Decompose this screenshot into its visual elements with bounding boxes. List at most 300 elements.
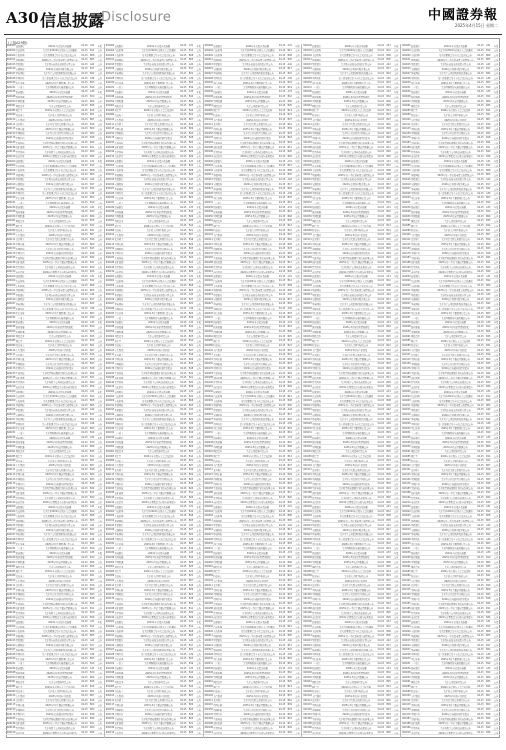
cell-date: 04-15 xyxy=(278,283,286,287)
cell-page: A42 xyxy=(386,408,391,412)
cell-page: B17 xyxy=(287,67,292,71)
cell-title: 关于签订日常经营合同的公告 xyxy=(243,247,272,251)
cell-title: 2025年3月主要财务信息公告 xyxy=(45,657,75,661)
cell-title: 关于召开2024年度股东大会的通知 xyxy=(141,510,176,514)
cell-page: B19 xyxy=(386,85,391,89)
cell-page: B05 xyxy=(287,519,292,523)
cell-code: 600176 xyxy=(303,366,312,370)
cell-code: 600061 xyxy=(7,334,16,338)
cell-type: 公告 xyxy=(394,196,399,200)
cell-code: 600111 xyxy=(204,237,213,241)
cell-page: B17 xyxy=(287,413,292,417)
cell-type: 公告 xyxy=(493,113,499,117)
cell-code: 600015 xyxy=(303,408,312,412)
cell-code: 600188 xyxy=(105,491,115,495)
cell-code: 600183 xyxy=(402,141,411,145)
cell-type: 公告 xyxy=(295,487,300,491)
cell-company: 中国石化 xyxy=(114,307,124,311)
cell-date: 04-15 xyxy=(278,680,286,684)
cell-date: 04-15 xyxy=(377,583,385,587)
cell-title: 第八届监事会第十五次会议决议公告 xyxy=(42,77,78,81)
cell-type: 公告 xyxy=(493,169,499,173)
cell-type: 公告 xyxy=(196,468,201,472)
cell-code: 600027 xyxy=(105,71,115,75)
cell-code: 600196 xyxy=(402,380,411,384)
cell-type: 年报 xyxy=(394,90,399,94)
cell-code: 600019 xyxy=(105,413,115,417)
cell-date: 04-15 xyxy=(180,113,187,117)
cell-title: 2025年3月主要运营数据公告 xyxy=(242,473,272,477)
cell-code: 600176 xyxy=(204,251,213,255)
cell-date: 04-15 xyxy=(180,214,187,218)
cell-page: B03 xyxy=(90,81,95,85)
cell-date: 04-15 xyxy=(81,403,88,407)
cell-title: 2025年3月主要财务信息公告 xyxy=(341,312,371,316)
cell-page: B09 xyxy=(188,472,194,476)
cell-page: B18 xyxy=(188,136,194,140)
cell-code: 600036 xyxy=(204,666,213,670)
cell-type: 公告 xyxy=(493,95,499,99)
cell-page: B22 xyxy=(386,302,391,306)
cell-code: 600104 xyxy=(303,348,312,352)
cell-date: 04-15 xyxy=(477,380,484,384)
cell-date: 04-15 xyxy=(81,325,88,329)
cell-code: 600115 xyxy=(7,242,16,246)
cell-code: 600030 xyxy=(105,311,115,315)
cell-title: 关于股票期权激励计划行权结果公告 xyxy=(141,141,177,145)
cell-type: 公告 xyxy=(97,468,103,472)
cell-page: B12 xyxy=(486,394,491,398)
cell-title: 2024年年度报告及摘要 xyxy=(344,620,368,624)
cell-company: 中国联通 xyxy=(312,100,321,104)
cell-type: 公告 xyxy=(97,464,103,468)
cell-date: 04-15 xyxy=(180,583,187,587)
cell-date: 04-15 xyxy=(278,293,286,297)
cell-title: 关于回购股份实施进展的公告 xyxy=(243,316,272,320)
cell-date: 04-15 xyxy=(81,463,88,467)
cell-code: 600085 xyxy=(105,569,115,573)
cell-company: 华电国际 xyxy=(114,418,124,422)
cell-code: 600196 xyxy=(7,496,16,500)
cell-code: 600009 xyxy=(402,514,411,518)
cell-type: 公告 xyxy=(295,510,300,514)
cell-title: 2024年年度股东大会会议资料 xyxy=(440,224,471,228)
cell-date: 04-15 xyxy=(377,712,385,716)
cell-page: B21 xyxy=(188,459,194,463)
cell-company: 上海机场 xyxy=(312,169,321,173)
cell-code: 600011 xyxy=(204,519,213,523)
cell-page: B18 xyxy=(386,251,391,255)
cell-code: 600150 xyxy=(7,708,16,712)
cell-date: 04-15 xyxy=(278,708,286,712)
cell-company: 国投资本 xyxy=(312,680,321,684)
cell-date: 04-15 xyxy=(477,426,484,430)
cell-date: 04-15 xyxy=(180,560,187,564)
cell-type: 公告 xyxy=(295,381,300,385)
cell-title: 关于重大合同中标的公告 xyxy=(47,459,72,463)
cell-company: 宝钢股份 xyxy=(15,183,25,187)
cell-date: 04-15 xyxy=(81,201,88,205)
cell-date: 04-15 xyxy=(180,523,187,527)
cell-company: 南山铝业 xyxy=(312,501,321,505)
cell-code: 600061 xyxy=(303,334,312,338)
cell-page: B07 xyxy=(486,463,491,467)
cell-date: 04-15 xyxy=(180,270,187,274)
cell-code: 600111 xyxy=(303,353,312,357)
cell-code: 600050 xyxy=(303,675,312,679)
cell-page: B18 xyxy=(486,482,491,486)
cell-title: 2025年3月主要财务信息公告 xyxy=(341,427,371,431)
cell-title: 关于股票期权激励计划行权结果公告 xyxy=(42,602,78,606)
cell-code: 600111 xyxy=(204,122,213,126)
cell-date: 04-15 xyxy=(278,85,286,89)
cell-page: B17 xyxy=(386,528,391,532)
cell-date: 04-15 xyxy=(377,638,385,642)
cell-code: 600009 xyxy=(303,399,312,403)
cell-company: 中国石化 xyxy=(213,422,223,426)
cell-title: 关于重大合同中标的公告 xyxy=(344,344,369,348)
cell-page: B12 xyxy=(188,394,194,398)
cell-page: B11 xyxy=(386,491,391,495)
cell-code: 600000 xyxy=(303,44,312,48)
cell-date: 04-15 xyxy=(81,210,88,214)
cell-company: 中国船舶 xyxy=(312,362,321,366)
cell-page: B23 xyxy=(188,362,194,366)
cell-date: 04-15 xyxy=(278,81,286,85)
cell-company: 三一重工 xyxy=(213,316,223,320)
cell-date: 04-15 xyxy=(278,288,286,292)
cell-type: 公告 xyxy=(394,588,399,592)
cell-title: 2024年度利润分配方案公告 xyxy=(342,67,370,71)
cell-date: 04-15 xyxy=(278,422,286,426)
cell-code: 600089 xyxy=(105,574,115,578)
table-row xyxy=(204,731,302,736)
cell-page: B20 xyxy=(287,265,292,269)
cell-page: B06 xyxy=(90,445,95,449)
cell-title: 关于重大合同中标的公告 xyxy=(245,344,270,348)
cell-title: 关于为子公司提供担保的进展公告 xyxy=(43,187,77,191)
cell-code: 600028 xyxy=(303,537,312,541)
section-title-cn: 信息披露 xyxy=(40,11,105,30)
cell-page: B25 xyxy=(287,334,292,338)
cell-code: 600019 xyxy=(7,528,16,532)
cell-company: 招商银行 xyxy=(411,90,420,94)
cell-date: 04-15 xyxy=(180,330,187,334)
cell-type: 公告 xyxy=(196,588,201,592)
cell-type: 公告 xyxy=(394,561,399,565)
cell-date: 04-15 xyxy=(477,95,484,98)
cell-page: A31 xyxy=(486,505,491,509)
cell-date: 04-15 xyxy=(477,154,484,158)
cell-type: 公告 xyxy=(493,450,499,454)
cell-date: 04-15 xyxy=(81,703,88,707)
cell-code: 600004 xyxy=(402,48,411,52)
cell-company: 浦发银行 xyxy=(312,620,321,624)
cell-title: 第九届董事会第十次会议决议公告 xyxy=(439,514,472,518)
cell-code: 600196 xyxy=(105,496,115,500)
cell-code: 600009 xyxy=(7,629,16,633)
cell-page: B11 xyxy=(486,491,491,495)
cell-code: 600050 xyxy=(204,675,213,679)
cell-date: 04-15 xyxy=(278,376,286,380)
cell-code: 600219 xyxy=(204,731,213,735)
cell-type: 公告 xyxy=(97,196,103,200)
cell-page: B17 xyxy=(188,297,194,301)
cell-company: 中国船舶 xyxy=(312,247,321,251)
cell-type: 公告 xyxy=(97,694,103,698)
cell-page: B08 xyxy=(386,629,391,633)
cell-type: 公告 xyxy=(394,727,399,730)
cell-company: 生益科技 xyxy=(15,256,25,260)
cell-code: 600011 xyxy=(303,58,312,62)
cell-company: 同仁堂 xyxy=(411,339,418,343)
cell-type: 公告 xyxy=(196,215,201,219)
cell-date: 04-15 xyxy=(278,717,286,721)
cell-type: 年报 xyxy=(196,160,201,164)
cell-code: 600000 xyxy=(204,620,213,624)
cell-code: 600150 xyxy=(105,362,115,366)
cell-code: 600000 xyxy=(105,44,115,48)
cell-title: 关于公司债券付息公告 xyxy=(345,565,368,569)
cell-date: 04-15 xyxy=(180,260,187,264)
cell-company: 兖矿能源 xyxy=(15,491,25,495)
cell-company: 宝钢股份 xyxy=(411,183,420,187)
cell-title: 关于股票期权激励计划行权结果公告 xyxy=(338,602,374,606)
cell-company: 中国东航 xyxy=(114,703,124,707)
cell-date: 04-15 xyxy=(180,141,187,145)
cell-code: 600089 xyxy=(7,574,16,578)
cell-code: 600188 xyxy=(303,260,312,264)
cell-company: 保利发展 xyxy=(411,325,420,329)
cell-code: 600011 xyxy=(105,288,115,292)
cell-title: 2025年3月份产销快报 xyxy=(48,118,71,122)
cell-title: 2024年度募集资金存放与使用报告 xyxy=(141,155,176,159)
cell-code: 600027 xyxy=(7,417,16,421)
cell-title: 关于重大合同中标的公告 xyxy=(344,690,369,694)
cell-type: 公告 xyxy=(394,385,399,389)
cell-title: 关于股票期权激励计划行权结果公告 xyxy=(141,717,177,721)
cell-type: 公告 xyxy=(295,639,300,643)
cell-type: 公告 xyxy=(97,597,103,601)
cell-page: A42 xyxy=(188,523,194,527)
cell-type: 年报 xyxy=(493,44,499,48)
cell-title: 2025年3月主要财务信息公告 xyxy=(242,657,272,661)
cell-page: B18 xyxy=(486,366,491,370)
cell-page: B12 xyxy=(188,48,194,52)
cell-type: 公告 xyxy=(394,183,399,187)
cell-type: 公告 xyxy=(295,173,300,177)
cell-company: 生益科技 xyxy=(213,372,223,376)
cell-page: B12 xyxy=(90,394,95,398)
cell-code: 600048 xyxy=(402,95,411,98)
cell-code: 600027 xyxy=(204,302,213,306)
cell-code: 600048 xyxy=(105,325,115,329)
cell-page: A33 xyxy=(287,320,292,324)
cell-type: 公告 xyxy=(97,519,103,523)
page-header xyxy=(0,0,506,36)
cell-page: B12 xyxy=(287,625,292,629)
cell-company: 国投资本 xyxy=(15,104,25,108)
cell-title: 第八届监事会第十五次会议决议公告 xyxy=(438,422,474,426)
cell-company: 浦发银行 xyxy=(114,505,124,509)
cell-title: 第九届董事会第十次会议决议公告 xyxy=(240,514,274,518)
cell-title: 关于重大合同中标的公告 xyxy=(146,113,171,117)
cell-type: 公告 xyxy=(295,459,300,463)
cell-type: 公告 xyxy=(295,676,300,680)
cell-date: 04-15 xyxy=(180,486,187,490)
cell-page: B24 xyxy=(90,371,95,375)
cell-title: 2025年3月运营数据公告 xyxy=(146,330,171,334)
cell-company: 保利发展 xyxy=(312,210,321,214)
cell-title: 第八届监事会第十五次会议决议公告 xyxy=(141,653,177,657)
cell-page: B26 xyxy=(90,615,95,619)
cell-company: 宝钢股份 xyxy=(312,183,321,187)
cell-title: 2024年度内部控制评价报告 xyxy=(342,482,370,486)
cell-page: A31 xyxy=(188,274,194,278)
cell-page: B23 xyxy=(486,477,491,481)
cell-type: 公告 xyxy=(97,127,103,131)
cell-title: 关于公司债券付息公告 xyxy=(345,680,368,684)
cell-title: 2025年3月运营数据公告 xyxy=(343,561,369,565)
cell-date: 04-15 xyxy=(377,565,385,569)
cell-code: 600019 xyxy=(303,413,312,417)
cell-page: B18 xyxy=(287,597,292,601)
cell-code: 600089 xyxy=(204,113,213,117)
cell-title: 2024年度募集资金存放与使用报告 xyxy=(240,616,275,620)
cell-title: 关于控股子公司药品获批的公告 xyxy=(340,381,372,385)
cell-company: 复星医药 xyxy=(15,727,25,730)
cell-title: 2025年3月份产销快报 xyxy=(345,579,368,583)
cell-company: 中国船舶 xyxy=(114,132,124,136)
cell-page: B26 xyxy=(386,154,391,158)
cell-code: 600188 xyxy=(204,606,213,610)
cell-date: 04-15 xyxy=(278,150,286,154)
cell-type: 公告 xyxy=(394,597,399,601)
cell-page: B11 xyxy=(486,376,491,380)
cell-code: 600089 xyxy=(402,459,411,463)
cell-page: B19 xyxy=(287,201,292,205)
cell-company: 特变电工 xyxy=(312,690,321,694)
cell-company: 中国联通 xyxy=(213,330,223,334)
cell-title: 第九届董事会第十次会议决议公告 xyxy=(439,169,472,173)
cell-code: 600004 xyxy=(204,394,213,398)
cell-company: 浦发银行 xyxy=(411,160,420,164)
cell-company: 保利发展 xyxy=(213,556,223,560)
cell-type: 公告 xyxy=(295,422,300,426)
cell-date: 04-15 xyxy=(477,394,484,398)
cell-title: 关于回购股份实施进展的公告 xyxy=(45,432,74,435)
cell-title: 关于召开2024年度股东大会的通知 xyxy=(339,49,374,53)
cell-date: 04-15 xyxy=(180,606,187,610)
cell-title: 关于签订日常经营合同的公告 xyxy=(441,478,470,482)
cell-title: 关于重大合同中标的公告 xyxy=(344,229,369,233)
cell-date: 04-15 xyxy=(278,583,286,587)
cell-company: 南山铝业 xyxy=(114,155,124,159)
cell-page: B25 xyxy=(486,219,491,223)
cell-code: 600150 xyxy=(7,131,16,135)
cell-title: 2024年年度股东大会会议资料 xyxy=(440,455,471,459)
cell-company: 中国石化 xyxy=(312,653,321,657)
cell-date: 04-15 xyxy=(278,698,286,702)
cell-title: 2025年第一季度主要运营数据公告 xyxy=(339,146,374,150)
cell-company: 中国东航 xyxy=(411,473,420,477)
cell-date: 04-15 xyxy=(180,675,187,679)
cell-page: B07 xyxy=(287,463,292,467)
cell-company: 北方稀土 xyxy=(312,468,321,472)
cell-title: 关于为子公司提供担保的进展公告 xyxy=(339,533,373,537)
cell-page: B26 xyxy=(287,385,292,389)
cell-type: 公告 xyxy=(196,561,201,565)
cell-page: B19 xyxy=(287,85,292,89)
cell-page: B11 xyxy=(188,491,194,495)
cell-page: B05 xyxy=(188,634,194,638)
cell-date: 04-15 xyxy=(377,260,385,264)
cell-page: B22 xyxy=(287,532,292,536)
cell-date: 04-15 xyxy=(81,260,88,264)
cell-page: B03 xyxy=(90,657,95,661)
cell-page: B12 xyxy=(486,164,491,168)
cell-code: 600019 xyxy=(105,643,115,647)
cell-type: 公告 xyxy=(97,215,103,219)
cell-type: 公告 xyxy=(196,86,201,90)
cell-date: 04-15 xyxy=(81,233,88,237)
cell-code: 600028 xyxy=(7,422,16,426)
cell-code: 600028 xyxy=(402,76,411,80)
cell-title: 关于股东权益变动的提示性公告 xyxy=(44,408,76,412)
cell-title: 关于股东权益变动的提示性公告 xyxy=(242,408,273,412)
cell-code: 600048 xyxy=(7,671,16,675)
cell-title: 第九届董事会第十次会议决议公告 xyxy=(142,54,175,58)
cell-page: B08 xyxy=(287,629,292,633)
cell-code: 600111 xyxy=(402,468,411,472)
cell-page: B18 xyxy=(287,251,292,255)
cell-code: 600027 xyxy=(105,648,115,652)
cell-code: 600150 xyxy=(204,362,213,366)
cell-code: 600030 xyxy=(303,311,312,315)
cell-title: 2024年度内部控制评价报告 xyxy=(243,482,272,486)
cell-date: 04-15 xyxy=(180,496,187,500)
cell-company: 白云机场 xyxy=(114,279,124,283)
cell-code: 600036 xyxy=(402,90,411,94)
cell-company: 复星医药 xyxy=(114,727,124,730)
cell-company: 南山铝业 xyxy=(114,270,124,274)
cell-date: 04-15 xyxy=(377,519,385,523)
cell-title: 关于为子公司提供担保的进展公告 xyxy=(43,418,77,422)
cell-title: 关于股票期权激励计划行权结果公告 xyxy=(141,487,177,491)
cell-type: 公告 xyxy=(97,381,103,385)
cell-date: 04-15 xyxy=(278,251,286,255)
cell-type: 公告 xyxy=(295,325,300,329)
cell-date: 04-15 xyxy=(180,555,187,559)
cell-company: 浦发银行 xyxy=(312,160,321,164)
cell-company: 中国东航 xyxy=(312,243,321,247)
cell-company: 中信证券 xyxy=(114,657,124,661)
cell-page: B14 xyxy=(486,224,491,228)
cell-page: B12 xyxy=(90,625,95,629)
cell-page: B24 xyxy=(188,717,194,721)
cell-title: 关于回购股份实施进展的公告 xyxy=(45,86,74,90)
cell-type: 公告 xyxy=(196,579,201,583)
cell-type: 公告 xyxy=(97,137,103,140)
cell-type: 公告 xyxy=(97,279,103,283)
cell-code: 600061 xyxy=(402,219,411,223)
cell-page: B22 xyxy=(90,532,95,536)
cell-company: 华电国际 xyxy=(213,648,223,652)
cell-date: 04-15 xyxy=(278,629,286,633)
cell-code: 600019 xyxy=(402,528,411,532)
cell-date: 04-15 xyxy=(278,307,286,311)
cell-date: 04-15 xyxy=(377,71,385,75)
